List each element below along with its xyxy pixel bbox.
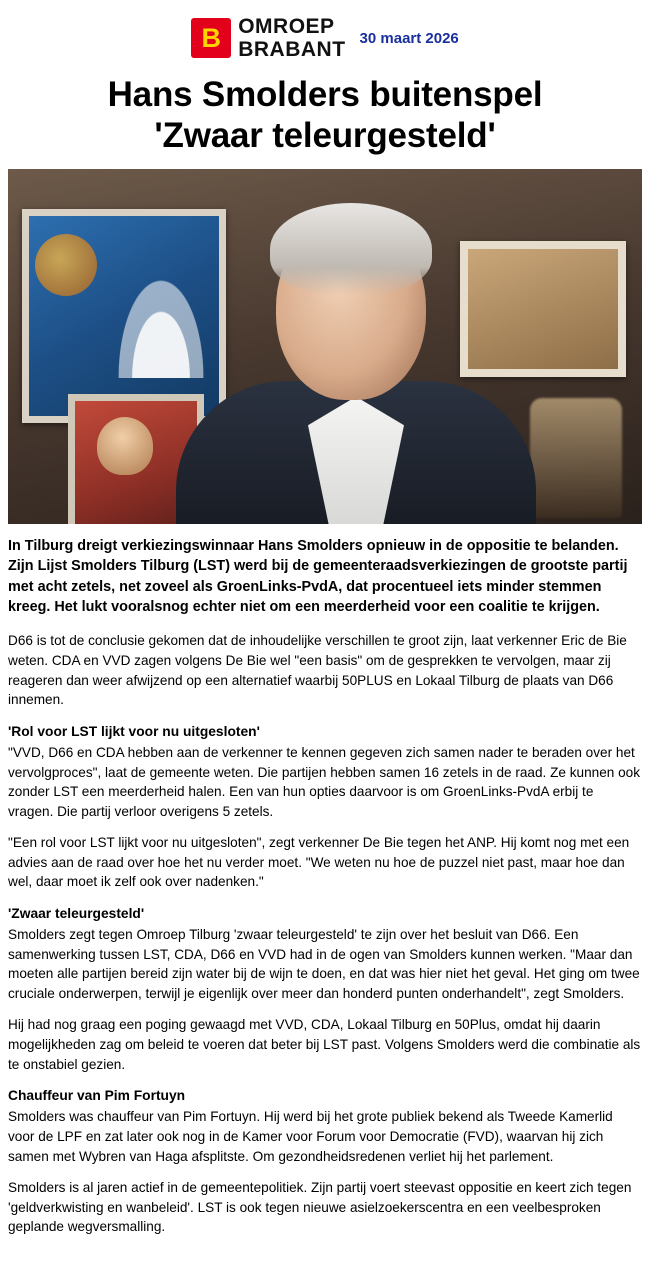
photo-lamp-glow: [530, 398, 622, 518]
logo-wordmark: [238, 16, 345, 60]
logo-letter: B: [201, 22, 221, 53]
article-subheading: 'Rol voor LST lijkt voor nu uitgesloten': [8, 723, 260, 739]
article-subheading: 'Zwaar teleurgesteld': [8, 905, 145, 921]
article-subheading: Chauffeur van Pim Fortuyn: [8, 1088, 186, 1104]
article-paragraph: "VVD, D66 en CDA hebben aan de verkenner te kennen gegeven zich samen nader te beraden over het vervolgproces", laat de gemeente weten. Die partijen hebben samen 16 zetels in de raad. Ze kunnen ook zonder LST een meerderheid halen. Een van hun opties daarvoor is om GroenLinks-PvdA erbij te vragen. Die partij verloor overigens 5 zetels.: [8, 744, 641, 819]
omroep-brabant-logo[interactable]: [191, 16, 345, 60]
headline-line-2: 'Zwaar teleurgesteld': [154, 116, 496, 156]
article-paragraph: Smolders was chauffeur van Pim Fortuyn. Hij werd bij het grote publiek bekend als Tweede Kamerlid voor de LPF en zat later ook nog in de Kamer voor Forum voor Democratie (FVD), waarvan hij zich samen met Wybren van Haga afsplitste. Om gezondheidsredenen verliet hij het parlement.: [8, 1109, 613, 1164]
headline-line-1: Hans Smolders buitenspel: [107, 75, 543, 114]
article-paragraph: D66 is tot de conclusie gekomen dat de inhoudelijke verschillen te groot zijn, laat verkenner Eric de Bie weten. CDA en VVD zagen volgens De Bie wel "een basis" om de gesprekken te vervolgen, maar zij reageren dan weer afwijzend op een alternatief waarbij 50PLUS en Lokaal Tilburg de plaats van D66 innemen.: [8, 633, 627, 708]
masthead: [8, 10, 642, 70]
article-paragraph: Smolders zegt tegen Omroep Tilburg 'zwaar teleurgesteld' te zijn over het besluit van D66. Een samenwerking tussen LST, CDA, D66 en VVD had in de ogen van Smolders kunnen werken. "Maar dan moeten alle partijen bereid zijn water bij de wijn te doen, en dat was hier niet het geval. Het ging om twee cruciale onderwerpen, terwijl je eigenlijk over meer dan honderd punten onderhandelt", zegt Smolders.: [8, 927, 640, 1001]
logo-word-omroep: OMROEP: [238, 15, 335, 38]
article-paragraph: Smolders is al jaren actief in de gemeentepolitiek. Zijn partij voert steevast oppositie en keert zich tegen 'geldverkwisting en wanbeleid'. LST is ook tegen nieuwe asielzoekerscentra en een veelbesproken geplande wegversmalling.: [8, 1180, 632, 1235]
article-lead: In Tilburg dreigt verkiezingswinnaar Hans Smolders opnieuw in de oppositie te belanden. Zijn Lijst Smolders Tilburg (LST) werd bij de gemeenteraadsverkiezingen de grootste partij met acht zetels, net zoveel als GroenLinks-PvdA, dat procentueel iets minder stemmen kreeg. Het lukt vooralsnog echter niet om een meerderheid voor een coalitie te krijgen.: [8, 537, 628, 615]
article-paragraph: Hij had nog graag een poging gewaagd met VVD, CDA, Lokaal Tilburg en 50Plus, omdat hij daarin mogelijkheden zag om beleid te voeren dat beter bij LST past. Volgens Smolders werd die combinatie als te onstabiel gezien.: [8, 1017, 641, 1072]
logo-word-brabant: BRABANT: [238, 38, 346, 61]
photo-painting-left: [22, 209, 226, 423]
photo-painting-right: [460, 241, 626, 377]
publication-date: 30 maart 2026: [359, 29, 459, 47]
article-paragraph: "Een rol voor LST lijkt voor nu uitgesloten", zegt verkenner De Bie tegen het ANP. Hij komt nog met een advies aan de raad over hoe het nu verder moet. "We weten nu hoe de puzzel niet past, maar hoe dan wel, daar moet ik zelf ook over nadenken.": [8, 835, 630, 890]
photo-painting-left-detail: [113, 268, 209, 378]
article-photo: [8, 169, 642, 524]
photo-subject-hair: [270, 203, 432, 295]
logo-mark-icon: [191, 18, 231, 58]
page-title: [8, 74, 642, 157]
